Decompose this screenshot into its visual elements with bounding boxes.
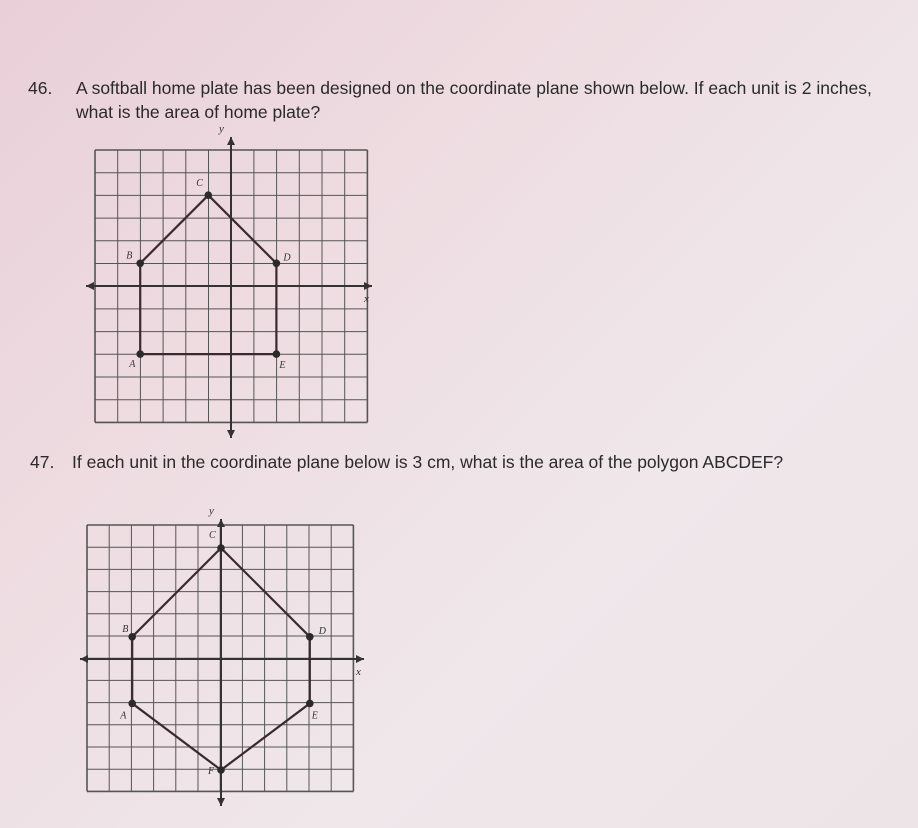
vertex-point-f [217, 766, 225, 774]
y-axis-arrow-down [217, 798, 225, 806]
vertex-point-e [306, 700, 314, 708]
vertex-label-e: E [311, 710, 318, 722]
y-axis-label: y [219, 123, 224, 135]
y-axis-label: y [209, 505, 214, 517]
vertex-label-a: A [120, 710, 127, 722]
question-number: 47. [30, 452, 55, 472]
vertex-label-f: F [208, 766, 215, 777]
vertex-label-c: C [209, 530, 216, 541]
x-axis-label: x [364, 293, 369, 305]
vertex-label-b: B [122, 623, 129, 635]
y-axis-arrow-up [217, 519, 225, 527]
vertex-point-a [128, 700, 136, 708]
vertex-label-d: D [283, 252, 291, 264]
question-number: 46. [28, 78, 53, 98]
question-text: If each unit in the coordinate plane below is 3 cm, what is the area of the polygon ABCDEF? [72, 452, 784, 472]
vertex-point-d [306, 633, 314, 641]
vertex-point-c [217, 544, 225, 552]
vertex-point-b [128, 633, 136, 641]
x-axis-arrow-left [80, 655, 88, 663]
vertex-label-e: E [279, 360, 286, 372]
x-axis-label: x [356, 666, 361, 678]
vertex-label-b: B [126, 250, 133, 262]
x-axis-arrow-right [356, 655, 364, 663]
question-text: A softball home plate has been designed on the coordinate plane shown below. If each unit is 2 inches, what is the area of home plate? [76, 78, 872, 122]
vertex-label-c: C [196, 178, 203, 190]
vertex-label-d: D [318, 625, 327, 637]
vertex-label-a: A [129, 359, 136, 371]
